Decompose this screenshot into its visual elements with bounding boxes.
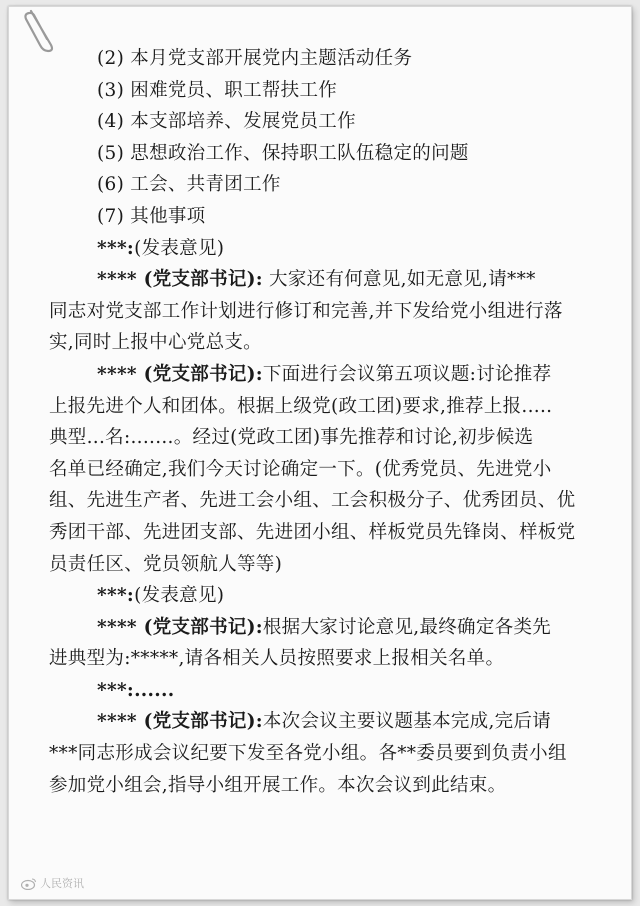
speech-text: 参加党小组会,指导小组开展工作。本次会议到此结束。 (49, 774, 507, 796)
document-body (49, 43, 614, 801)
agenda-item-4: (4) 本支部培养、发展党员工作 (97, 111, 356, 133)
speech-text: 典型...名:.......。经过(党政工团)事先推荐和讨论,初步候选 (49, 427, 534, 449)
watermark (21, 875, 84, 891)
speech-text: 下面进行会议第五项议题:讨论推荐 (262, 363, 552, 385)
speaker-label: **** (党支部书记): (97, 269, 263, 291)
agenda-item-2: (2) 本月党支部开展党内主题活动任务 (97, 48, 413, 69)
speaker-label: ***: (97, 237, 135, 259)
speech-text: 秀团干部、先进团支部、先进团小组、样板党员先锋岗、样板党 (49, 521, 576, 543)
agenda-item-5: (5) 思想政治工作、保持职工队伍稳定的问题 (97, 142, 469, 164)
speech-text: 同志对党支部工作计划进行修订和完善,并下发给党小组进行落 (49, 300, 563, 322)
speech-paragraph (49, 580, 614, 612)
speech-text: 进典型为:*****,请各相关人员按照要求上报相关名单。 (49, 648, 505, 670)
weibo-icon (21, 877, 37, 890)
speaker-label: ***: (97, 585, 135, 607)
speaker-label: **** (党支部书记): (97, 363, 263, 385)
speech-text: 员责任区、党员领航人等等) (49, 553, 283, 575)
speech-text: (发表意见) (134, 585, 225, 607)
speech-text: 实,同时上报中心党总支。 (49, 332, 262, 354)
speech-paragraph (49, 612, 614, 644)
speech-paragraph (49, 706, 614, 738)
speech-text: 上报先进个人和团体。根据上级党(政工团)要求,推荐上报..... (49, 395, 553, 417)
agenda-item-6: (6) 工会、共青团工作 (97, 174, 281, 196)
speech-text: 根据大家讨论意见,最终确定各类先 (262, 616, 552, 638)
agenda-item-7: (7) 其他事项 (97, 205, 206, 227)
speech-paragraph (49, 675, 614, 707)
speech-text: 大家还有何意见,如无意见,请*** (262, 269, 536, 291)
speech-paragraph (49, 359, 614, 391)
speaker-label: ***: (97, 679, 135, 701)
speech-text: 名单已经确定,我们今天讨论确定一下。(优秀党员、先进党小 (49, 458, 552, 480)
speech-paragraph (49, 264, 614, 296)
document-page (8, 6, 632, 900)
speech-text: ...... (134, 679, 175, 701)
agenda-item-3: (3) 困难党员、职工帮扶工作 (97, 79, 338, 101)
speech-paragraph (49, 233, 614, 265)
speech-text: (发表意见) (134, 237, 225, 259)
watermark-text: 人民资讯 (40, 877, 84, 890)
speaker-label: **** (党支部书记): (97, 711, 263, 733)
speech-text: 组、先进生产者、先进工会小组、工会积极分子、优秀团员、优 (49, 490, 576, 512)
speech-text: ***同志形成会议纪要下发至各党小组。各**委员要到负责小组 (49, 743, 567, 765)
speech-text: 本次会议主要议题基本完成,完后请 (262, 711, 552, 733)
speaker-label: **** (党支部书记): (97, 616, 263, 638)
